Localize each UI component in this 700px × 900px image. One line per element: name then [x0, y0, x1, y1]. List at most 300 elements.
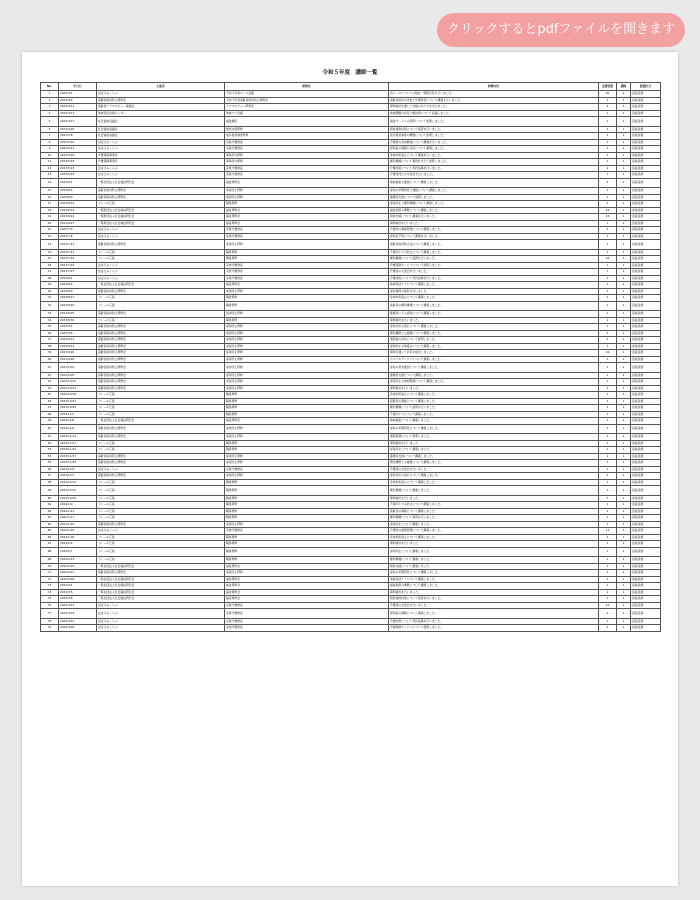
- cell-dispatch-type: 直接派遣: [631, 337, 661, 344]
- cell-organizer: 高齢者虐待防止研修会: [97, 434, 225, 441]
- cell-organizer: 高齢者虐待防止研修会: [97, 521, 225, 528]
- cell-attendees: 1: [599, 311, 617, 318]
- table-row: [41, 363, 661, 373]
- cell-content: 虐待防止について講義しました。: [389, 547, 599, 557]
- cell-attendees: 1: [599, 473, 617, 480]
- cell-lecturers: 1: [617, 104, 631, 111]
- cell-attendees: 1: [599, 133, 617, 140]
- cell-content: 事例検討を行いました。: [389, 440, 599, 447]
- cell-content: 不適切ケアについて講義しました。: [389, 411, 599, 418]
- cell-content: 介護者の交流会を行いました。: [389, 602, 599, 609]
- cell-no: 77: [41, 609, 59, 619]
- cell-no: 2: [41, 97, 59, 104]
- cell-no: 34: [41, 317, 59, 324]
- cell-dispatch-type: 直接派遣: [631, 288, 661, 295]
- cell-lecturers: 1: [617, 126, 631, 133]
- cell-content: 相談援助技術について演習を行いました。: [389, 596, 599, 603]
- cell-organizer: フレール広島: [97, 502, 225, 509]
- cell-lecturers: 1: [617, 453, 631, 460]
- cell-date: 2023/10/10: [59, 379, 97, 386]
- cell-dispatch-type: 直接派遣: [631, 405, 661, 412]
- cell-content: 高齢者の尊厳について講義しました。: [389, 398, 599, 405]
- cell-course-name: 職員研修: [225, 495, 389, 502]
- cell-content: 虐待防止と権利擁護について講義しました。: [389, 201, 599, 208]
- cell-content: 各ケースについての検討・情報共有を行いました。: [389, 91, 599, 98]
- cell-date: 2023/5/18: [59, 159, 97, 166]
- cell-content: 相談援助技術について演習を行いました。: [389, 126, 599, 133]
- cell-course-name: 家族介護教室: [225, 602, 389, 609]
- cell-content: 虐待対応の流れについて講義しました。: [389, 473, 599, 480]
- cell-lecturers: 1: [617, 188, 631, 195]
- cell-course-name: 虐待防止研修: [225, 356, 389, 363]
- cell-dispatch-type: 直接派遣: [631, 256, 661, 263]
- cell-organizer: 高齢者虐待防止研修会: [97, 385, 225, 392]
- cell-no: 58: [41, 479, 59, 486]
- cell-course-name: 家族介護教室: [225, 466, 389, 473]
- cell-dispatch-type: 直接派遣: [631, 343, 661, 350]
- cell-dispatch-type: 直接派遣: [631, 262, 661, 269]
- cell-organizer: 高齢者虐待防止研修会: [97, 372, 225, 379]
- header-attendees: 受講者数: [599, 83, 617, 91]
- cell-date: 2024/3/1: [59, 583, 97, 590]
- cell-lecturers: 1: [617, 350, 631, 357]
- cell-organizer: 高齢者虐待防止研修会: [97, 240, 225, 250]
- cell-course-name: 福祉研修会: [225, 418, 389, 425]
- cell-date: 2023/9/20: [59, 350, 97, 357]
- cell-content: 事例検討を行いました。: [389, 541, 599, 548]
- cell-date: 2023/8/30: [59, 317, 97, 324]
- cell-date: 2023/10/2: [59, 363, 97, 373]
- cell-lecturers: 1: [617, 207, 631, 214]
- cell-lecturers: 1: [617, 405, 631, 412]
- cell-lecturers: 1: [617, 233, 631, 240]
- cell-attendees: 12: [599, 602, 617, 609]
- cell-dispatch-type: 直接派遣: [631, 350, 661, 357]
- cell-dispatch-type: 直接派遣: [631, 570, 661, 577]
- cell-dispatch-type: 直接派遣: [631, 301, 661, 311]
- cell-attendees: 3: [599, 424, 617, 434]
- cell-course-name: 家族介護教室: [225, 609, 389, 619]
- cell-no: 51: [41, 434, 59, 441]
- cell-course-name: 職員研修: [225, 398, 389, 405]
- cell-attendees: 1: [599, 486, 617, 496]
- table-row: [41, 178, 661, 188]
- cell-lecturers: 1: [617, 363, 631, 373]
- cell-dispatch-type: 直接派遣: [631, 508, 661, 515]
- cell-content: 虐待防止について講義しました。: [389, 521, 599, 528]
- cell-organizer: フレール広島: [97, 440, 225, 447]
- cell-date: 2024/3/8: [59, 596, 97, 603]
- cell-content: 身体拘束廃止について講義しました。: [389, 479, 599, 486]
- cell-dispatch-type: 直接派遣: [631, 609, 661, 619]
- cell-no: 7: [41, 133, 59, 140]
- cell-content: 認知症予防について講義を行いました。: [389, 233, 599, 240]
- cell-course-name: 虐待防止研修: [225, 453, 389, 460]
- cell-organizer: 高齢者虐待防止研修会: [97, 188, 225, 195]
- cell-no: 55: [41, 460, 59, 467]
- cell-content: 権利擁護について講義しました。: [389, 486, 599, 496]
- cell-lecturers: 1: [617, 262, 631, 269]
- cell-course-name: 福祉研修会: [225, 583, 389, 590]
- cell-course-name: 家族介護教室: [225, 227, 389, 234]
- cell-course-name: 虐待防止研修: [225, 385, 389, 392]
- cell-dispatch-type: 直接派遣: [631, 233, 661, 240]
- cell-content: 高齢者の尊厳について講義しました。: [389, 508, 599, 515]
- cell-content: 養護者による虐待について講義しました。: [389, 311, 599, 318]
- cell-no: 26: [41, 262, 59, 269]
- cell-dispatch-type: 直接派遣: [631, 97, 661, 104]
- cell-lecturers: 1: [617, 311, 631, 318]
- cell-date: 2023/8/22: [59, 301, 97, 311]
- cell-organizer: 高齢者虐待防止研修会: [97, 311, 225, 318]
- cell-organizer: ほほえみくらぶ: [97, 275, 225, 282]
- cell-lecturers: 1: [617, 495, 631, 502]
- cell-course-name: 家族介護教室: [225, 528, 389, 535]
- cell-content: 事例検討を行いました。: [389, 495, 599, 502]
- cell-no: 9: [41, 146, 59, 153]
- cell-dispatch-type: 直接派遣: [631, 534, 661, 541]
- cell-no: 21: [41, 227, 59, 234]
- cell-dispatch-type: 直接派遣: [631, 317, 661, 324]
- cell-date: 2023/11/14: [59, 434, 97, 441]
- cell-date: 2024/3/26: [59, 625, 97, 632]
- cell-course-name: 職員研修: [225, 534, 389, 541]
- cell-date: 2023/7/14: [59, 249, 97, 256]
- cell-no: 4: [41, 110, 59, 117]
- cell-date: 2024/2/2: [59, 541, 97, 548]
- cell-organizer: フレール広島: [97, 486, 225, 496]
- header-content: 研修内容: [389, 83, 599, 91]
- cell-course-name: 職員研修: [225, 249, 389, 256]
- cell-content: 養護者支援について講義しました。: [389, 453, 599, 460]
- cell-content: 相談支援について講義しました。: [389, 563, 599, 570]
- cell-date: 2024/3/18: [59, 609, 97, 619]
- cell-dispatch-type: 直接派遣: [631, 434, 661, 441]
- cell-date: 2023/11/27: [59, 453, 97, 460]
- cell-organizer: 高齢者虐待防止研修会: [97, 473, 225, 480]
- cell-no: 37: [41, 337, 59, 344]
- cell-attendees: 2: [599, 434, 617, 441]
- cell-lecturers: 1: [617, 460, 631, 467]
- cell-content: 高齢者虐待防止法について講義しました。: [389, 240, 599, 250]
- cell-content: 介護者の健康管理について講義しました。: [389, 227, 599, 234]
- cell-organizer: 高齢者虐待防止研修会: [97, 97, 225, 104]
- cell-organizer: ほほえみくらぶ: [97, 227, 225, 234]
- cell-dispatch-type: 直接派遣: [631, 282, 661, 289]
- cell-attendees: 1: [599, 194, 617, 201]
- cell-lecturers: 1: [617, 240, 631, 250]
- cell-lecturers: 2: [617, 91, 631, 98]
- header-course-name: 研修名: [225, 83, 389, 91]
- cell-organizer: フレール広島: [97, 541, 225, 548]
- cell-course-name: 福祉研修会: [225, 576, 389, 583]
- cell-no: 54: [41, 453, 59, 460]
- cell-content: 権利擁護について講義しました。: [389, 557, 599, 564]
- cell-course-name: 職員研修: [225, 201, 389, 208]
- cell-date: 2024/2/21: [59, 570, 97, 577]
- cell-dispatch-type: 直接派遣: [631, 324, 661, 331]
- cell-course-name: 職員研修: [225, 547, 389, 557]
- cell-dispatch-type: 直接派遣: [631, 589, 661, 596]
- pdf-page-preview[interactable]: [22, 52, 678, 886]
- cell-lecturers: 1: [617, 583, 631, 590]
- cell-course-name: 虐待防止研修: [225, 521, 389, 528]
- cell-lecturers: 1: [617, 152, 631, 159]
- cell-no: 15: [41, 188, 59, 195]
- cell-dispatch-type: 直接派遣: [631, 227, 661, 234]
- cell-organizer: 高齢者虐待防止研修会: [97, 288, 225, 295]
- cell-dispatch-type: 直接派遣: [631, 576, 661, 583]
- cell-organizer: フレール広島: [97, 256, 225, 263]
- cell-no: 79: [41, 625, 59, 632]
- cell-date: 2023/5/8: [59, 133, 97, 140]
- cell-date: 2024/2/16: [59, 563, 97, 570]
- cell-no: 16: [41, 194, 59, 201]
- cell-organizer: 地域包括支援センター: [97, 110, 225, 117]
- cell-content: 相談支援について講義を行いました。: [389, 214, 599, 221]
- cell-dispatch-type: 直接派遣: [631, 583, 661, 590]
- cell-course-name: 福祉研修会: [225, 589, 389, 596]
- cell-content: 虐待の早期発見と通報について講義しました。: [389, 188, 599, 195]
- cell-content: 権利擁護について事例を交えて説明しました。: [389, 159, 599, 166]
- table-row: [41, 301, 661, 311]
- cell-dispatch-type: 直接派遣: [631, 133, 661, 140]
- cell-content: 虐待防止について講義しました。: [389, 447, 599, 454]
- cell-dispatch-type: 直接派遣: [631, 330, 661, 337]
- cell-no: 69: [41, 557, 59, 564]
- cell-no: 23: [41, 240, 59, 250]
- cell-content: 権利擁護について演習を行いました。: [389, 405, 599, 412]
- cell-date: 2023/11/30: [59, 460, 97, 467]
- cell-content: 権利擁護について演習を行いました。: [389, 256, 599, 263]
- cell-no: 33: [41, 311, 59, 318]
- cell-attendees: 16: [599, 350, 617, 357]
- cell-date: 2023/9/14: [59, 343, 97, 350]
- cell-course-name: 虐待防止研修: [225, 240, 389, 250]
- cell-organizer: 高齢者ケアマネジャー連絡会: [97, 104, 225, 111]
- cell-attendees: 1: [599, 249, 617, 256]
- cell-organizer: ほほえみくらぶ: [97, 602, 225, 609]
- cell-lecturers: 1: [617, 282, 631, 289]
- cell-no: 14: [41, 178, 59, 188]
- cell-date: 2023/12/15: [59, 486, 97, 496]
- cell-organizer: 介護保険事業所: [97, 152, 225, 159]
- cell-organizer: 一般社団法人社会福祉研究会: [97, 178, 225, 188]
- cell-attendees: 1: [599, 447, 617, 454]
- cell-attendees: 1: [599, 625, 617, 632]
- cell-date: 2023/10/5: [59, 372, 97, 379]
- cell-attendees: 1: [599, 201, 617, 208]
- cell-no: 63: [41, 515, 59, 522]
- cell-course-name: 成年後見制度研修: [225, 133, 389, 140]
- cell-dispatch-type: 直接派遣: [631, 311, 661, 318]
- cell-attendees: 1: [599, 405, 617, 412]
- cell-organizer: 高齢者虐待防止研修会: [97, 350, 225, 357]
- cell-date: 2023/4/17: [59, 117, 97, 127]
- cell-date: 2023/8/25: [59, 311, 97, 318]
- cell-organizer: フレール広島: [97, 534, 225, 541]
- cell-date: 2023/6/19: [59, 207, 97, 214]
- cell-date: 2023/6/14: [59, 201, 97, 208]
- cell-attendees: 4: [599, 104, 617, 111]
- cell-lecturers: 1: [617, 609, 631, 619]
- cell-dispatch-type: 直接派遣: [631, 201, 661, 208]
- cell-dispatch-type: 直接派遣: [631, 625, 661, 632]
- cell-no: 44: [41, 385, 59, 392]
- cell-content: 高齢者の権利擁護について講義しました。: [389, 301, 599, 311]
- cell-course-name: 家族介護教室: [225, 269, 389, 276]
- cell-no: 70: [41, 563, 59, 570]
- cell-no: 22: [41, 233, 59, 240]
- cell-organizer: フレール広島: [97, 547, 225, 557]
- cell-course-name: 職員研修: [225, 541, 389, 548]
- cell-organizer: ほほえみくらぶ: [97, 466, 225, 473]
- cell-organizer: 介護保険事業所: [97, 159, 225, 166]
- cell-organizer: 一般財団法人社会福祉研究会: [97, 207, 225, 214]
- cell-dispatch-type: 直接派遣: [631, 596, 661, 603]
- cell-lecturers: 1: [617, 301, 631, 311]
- cell-lecturers: 1: [617, 570, 631, 577]
- cell-date: 2023/10/13: [59, 385, 97, 392]
- cell-course-name: 事業所内研修: [225, 159, 389, 166]
- cell-date: 2023/4/1: [59, 91, 97, 98]
- cell-dispatch-type: 直接派遣: [631, 460, 661, 467]
- cell-dispatch-type: 直接派遣: [631, 214, 661, 221]
- cell-attendees: 1: [599, 563, 617, 570]
- cell-no: 57: [41, 473, 59, 480]
- cell-organizer: 一般財団法人社会福祉研究会: [97, 214, 225, 221]
- cell-content: 介護技術について実技指導を行いました。: [389, 165, 599, 172]
- cell-date: 2023/4/11: [59, 104, 97, 111]
- cell-lecturers: 1: [617, 139, 631, 146]
- cell-organizer: ほほえみくらぶ: [97, 172, 225, 179]
- table-row: [41, 424, 661, 434]
- cell-organizer: 一般社団法人社会福祉研究会: [97, 563, 225, 570]
- cell-no: 53: [41, 447, 59, 454]
- cell-course-name: 虐待防止研修: [225, 343, 389, 350]
- cell-dispatch-type: 直接派遣: [631, 385, 661, 392]
- header-lecturers: 講師: [617, 83, 631, 91]
- cell-lecturers: 1: [617, 356, 631, 363]
- cell-date: 2023/11/6: [59, 418, 97, 425]
- cell-dispatch-type: 直接派遣: [631, 152, 661, 159]
- cell-dispatch-type: 直接派遣: [631, 486, 661, 496]
- cell-course-name: 職員研修: [225, 515, 389, 522]
- cell-content: 事例検討を行いました。: [389, 385, 599, 392]
- cell-dispatch-type: 直接派遣: [631, 541, 661, 548]
- cell-date: 2023/7/3: [59, 227, 97, 234]
- cell-no: 68: [41, 547, 59, 557]
- cell-attendees: 1: [599, 343, 617, 350]
- cell-organizer: 高齢者虐待防止研修会: [97, 453, 225, 460]
- cell-course-name: 令和５年度ケース会議: [225, 91, 389, 98]
- cell-no: 65: [41, 528, 59, 535]
- cell-attendees: 5: [599, 97, 617, 104]
- cell-content: 関係機関との連携について講義しました。: [389, 460, 599, 467]
- cell-date: 2023/5/12: [59, 146, 97, 153]
- cell-no: 36: [41, 330, 59, 337]
- cell-course-name: 職員研修: [225, 317, 389, 324]
- cell-attendees: 1: [599, 453, 617, 460]
- cell-course-name: 福祉研修会: [225, 563, 389, 570]
- cell-course-name: 虐待防止研修: [225, 379, 389, 386]
- cell-content: 権利擁護について演習を行いました。: [389, 515, 599, 522]
- cell-date: 2024/1/9: [59, 502, 97, 509]
- cell-content: 虐待対応の流れについて講義しました。: [389, 324, 599, 331]
- cell-dispatch-type: 直接派遣: [631, 117, 661, 127]
- cell-date: 2023/7/6: [59, 233, 97, 240]
- open-pdf-button[interactable]: クリックするとpdfファイルを開きます: [437, 13, 685, 47]
- cell-no: 71: [41, 570, 59, 577]
- cell-no: 56: [41, 466, 59, 473]
- cell-course-name: 虐待防止研修: [225, 460, 389, 467]
- cell-organizer: 高齢者虐待防止研修会: [97, 363, 225, 373]
- cell-dispatch-type: 直接派遣: [631, 146, 661, 153]
- cell-organizer: 社会福祉協議会: [97, 117, 225, 127]
- cell-organizer: ほほえみくらぶ: [97, 609, 225, 619]
- cell-date: 2023/5/16: [59, 152, 97, 159]
- cell-content: 事例検討を行いました。: [389, 589, 599, 596]
- cell-lecturers: 1: [617, 479, 631, 486]
- cell-course-name: 虐待防止研修: [225, 424, 389, 434]
- cell-organizer: フレール広島: [97, 392, 225, 399]
- cell-course-name: 家族介護教室: [225, 146, 389, 153]
- cell-content: 介護者の交流会を行いました。: [389, 269, 599, 276]
- cell-organizer: フレール広島: [97, 447, 225, 454]
- cell-dispatch-type: 直接派遣: [631, 398, 661, 405]
- cell-no: 72: [41, 576, 59, 583]
- cell-date: 2023/12/12: [59, 479, 97, 486]
- cell-course-name: 家族介護教室: [225, 275, 389, 282]
- cell-attendees: 12: [599, 528, 617, 535]
- cell-content: 関係機関との連携について講義しました。: [389, 330, 599, 337]
- cell-lecturers: 1: [617, 159, 631, 166]
- table-row: [41, 609, 661, 619]
- cell-dispatch-type: 直接派遣: [631, 495, 661, 502]
- cell-dispatch-type: 直接派遣: [631, 91, 661, 98]
- cell-dispatch-type: 直接派遣: [631, 453, 661, 460]
- cell-no: 31: [41, 295, 59, 302]
- cell-organizer: 社会福祉協議会: [97, 126, 225, 133]
- cell-attendees: 1: [599, 618, 617, 625]
- cell-date: 2023/5/25: [59, 172, 97, 179]
- cell-content: 介護者の交流会を行いました。: [389, 466, 599, 473]
- cell-organizer: 高齢者虐待防止研修会: [97, 424, 225, 434]
- cell-dispatch-type: 直接派遣: [631, 275, 661, 282]
- cell-organizer: 高齢者虐待防止研修会: [97, 337, 225, 344]
- cell-lecturers: 1: [617, 398, 631, 405]
- cell-course-name: 福祉研修会: [225, 596, 389, 603]
- cell-course-name: 福祉研修会: [225, 207, 389, 214]
- cell-course-name: 職員研修: [225, 557, 389, 564]
- cell-organizer: 社会福祉協議会: [97, 133, 225, 140]
- cell-lecturers: 1: [617, 486, 631, 496]
- cell-lecturers: 1: [617, 625, 631, 632]
- cell-lecturers: 1: [617, 563, 631, 570]
- cell-attendees: 1: [599, 139, 617, 146]
- cell-attendees: 1: [599, 356, 617, 363]
- cell-attendees: 22: [599, 256, 617, 263]
- cell-date: 2024/3/21: [59, 618, 97, 625]
- cell-content: セルフネグレクトについて講義しました。: [389, 356, 599, 363]
- cell-no: 38: [41, 343, 59, 350]
- table-row: [41, 625, 661, 632]
- cell-lecturers: 1: [617, 541, 631, 548]
- cell-dispatch-type: 直接派遣: [631, 240, 661, 250]
- cell-dispatch-type: 直接派遣: [631, 528, 661, 535]
- cell-course-name: 家族介護教室: [225, 262, 389, 269]
- header-date: 年月日: [59, 83, 97, 91]
